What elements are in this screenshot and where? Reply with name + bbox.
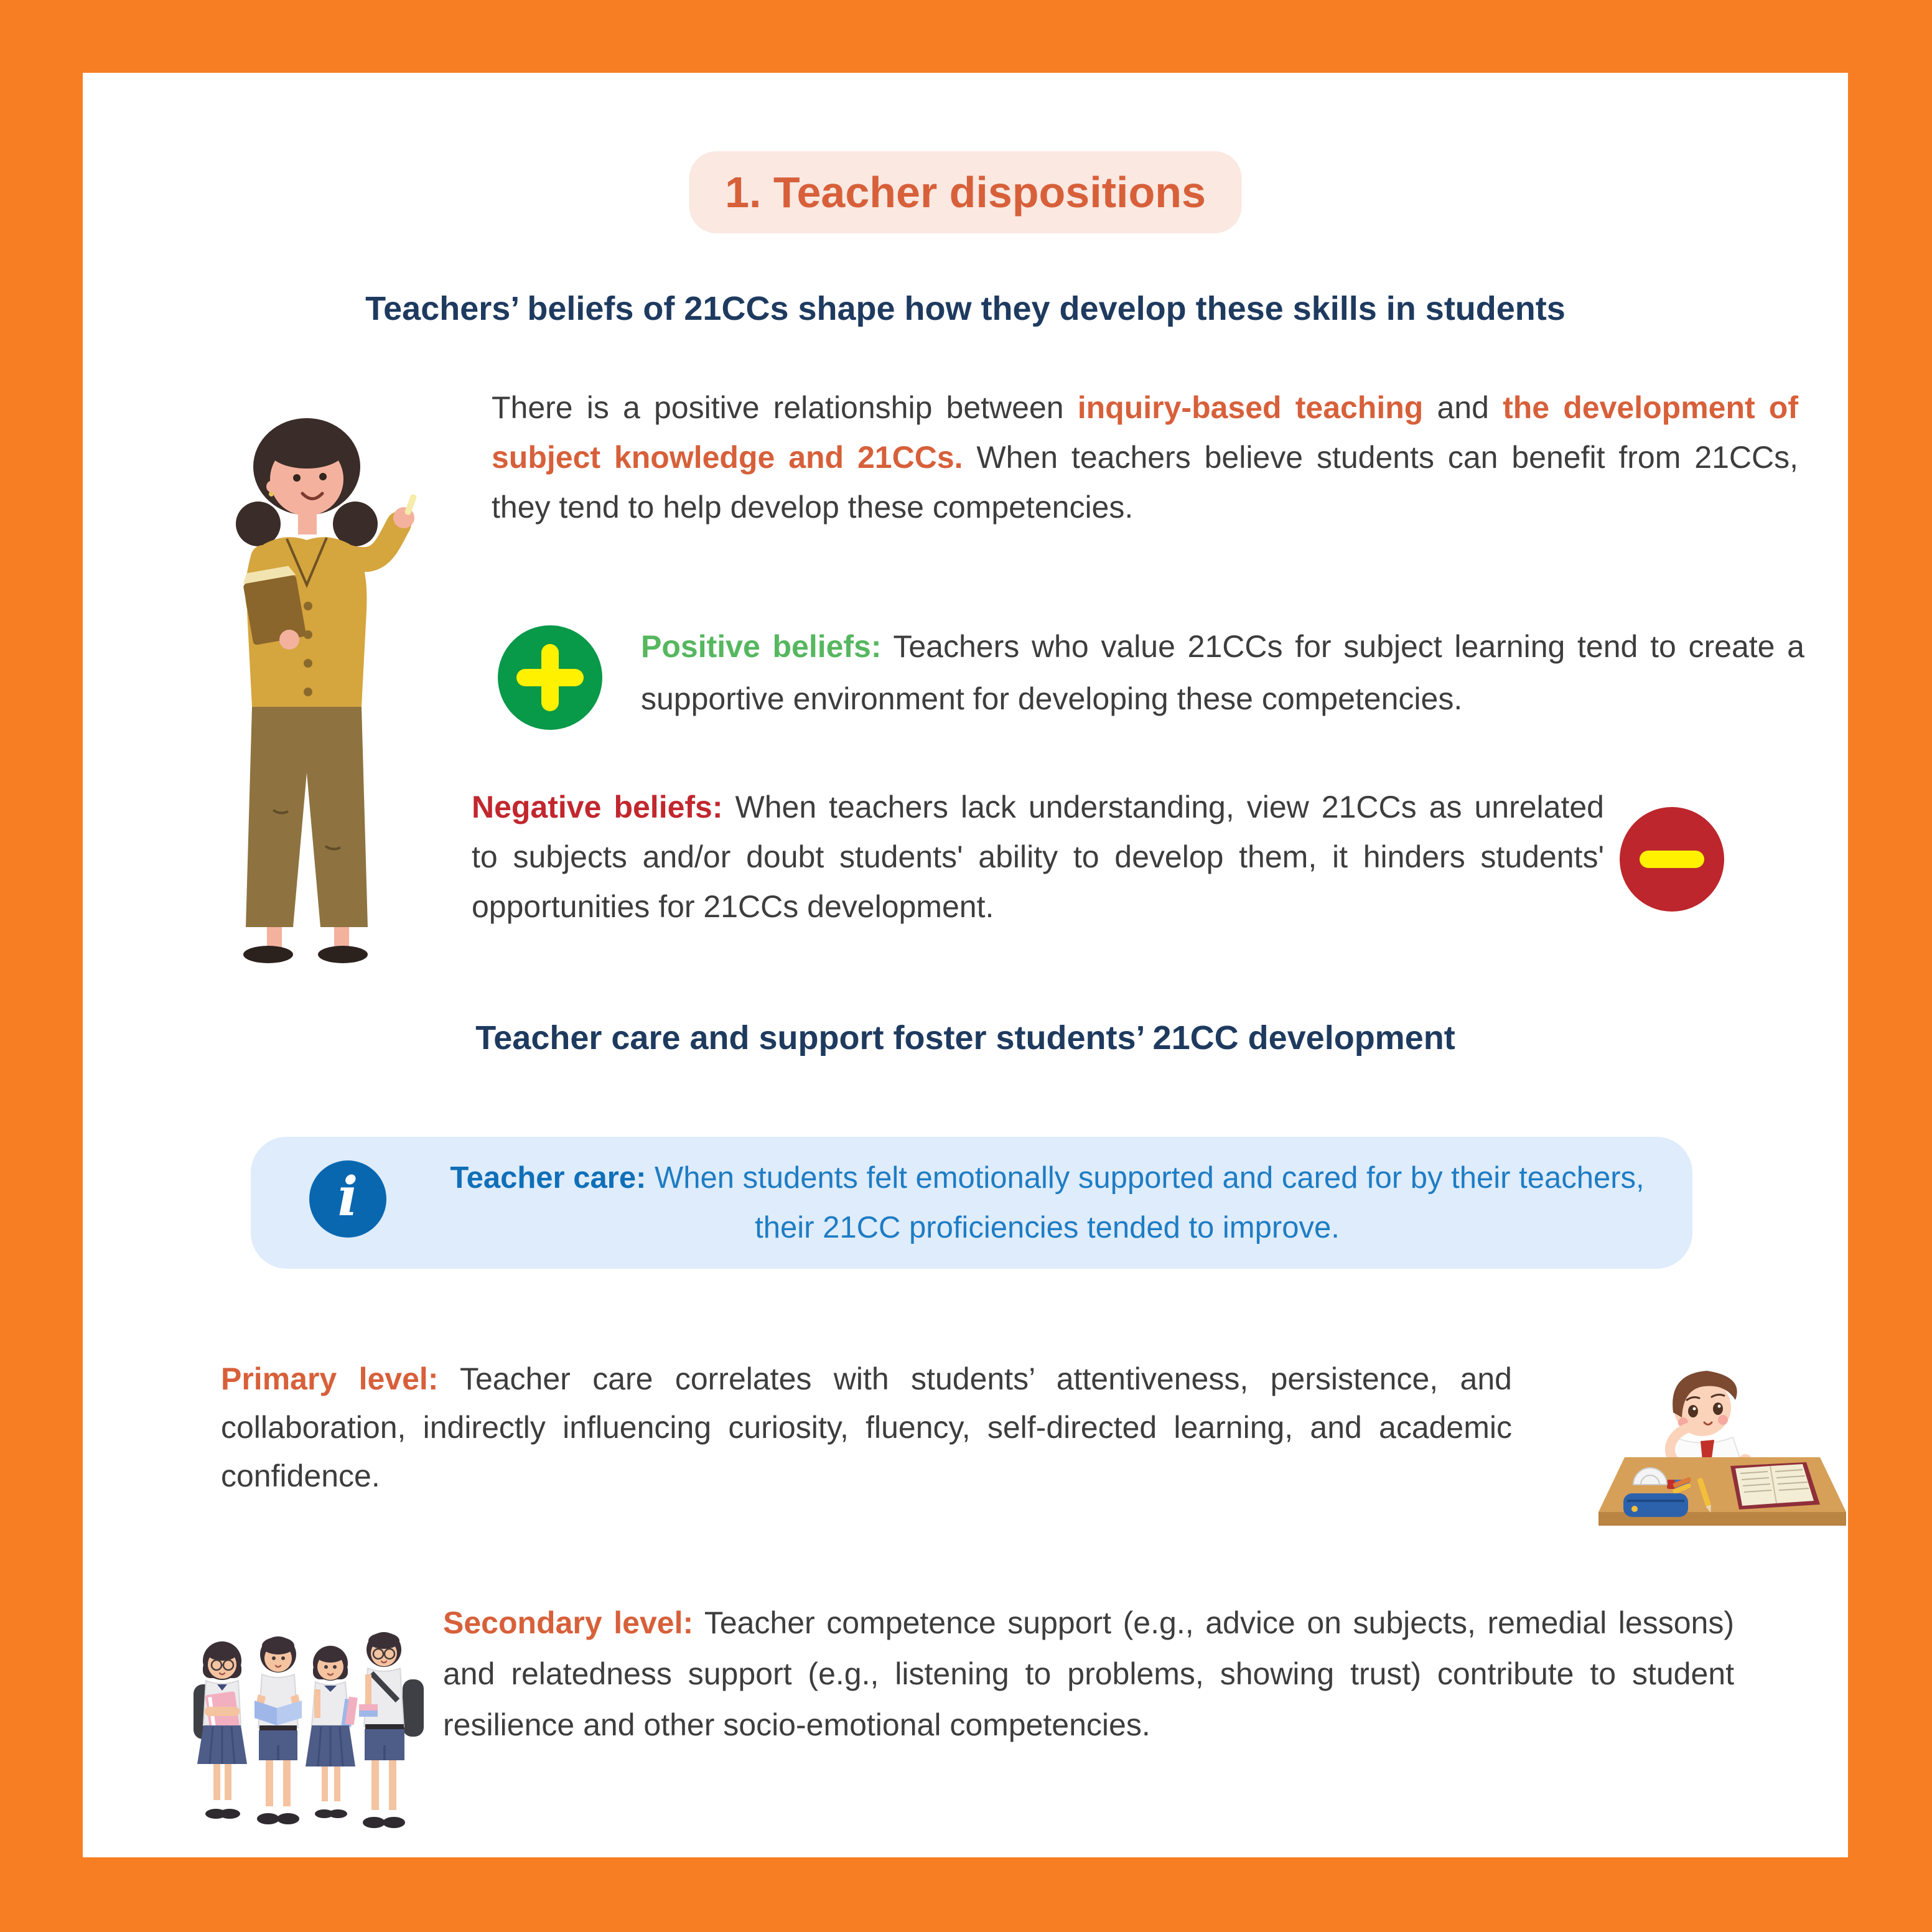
intro-text-2: and xyxy=(1423,390,1503,425)
secondary-level-paragraph xyxy=(443,1597,1734,1750)
teacher-care-infobox xyxy=(251,1137,1692,1269)
info-icon: i xyxy=(309,1160,386,1238)
beliefs-section-heading: Teachers’ beliefs of 21CCs shape how they develop these skills in students xyxy=(365,290,1566,327)
secondary-level-text: Teacher competence support (e.g., advice on subjects, remedial lessons) and relatedness support (e.g., listening to problems, showing trust) contribute to student resilience and other socio-emotional competencies. xyxy=(443,1605,1734,1742)
intro-highlight-development: the development of subject knowledge and 21CCs. xyxy=(492,390,1798,475)
teacher-care-body: When students felt emotionally supported and cared for by their teachers, their 21CC proficiencies tended to improve. xyxy=(646,1161,1645,1244)
intro-paragraph xyxy=(492,383,1798,532)
positive-beliefs-label: Positive beliefs: xyxy=(641,629,882,664)
primary-level-text: Teacher care correlates with students’ attentiveness, persistence, and collaboration, indirectly influencing curiosity, fluency, self-directed learning, and academic confidence. xyxy=(221,1361,1512,1493)
plus-icon xyxy=(498,625,602,730)
positive-beliefs-paragraph xyxy=(641,620,1804,725)
primary-student-illustration xyxy=(1589,1363,1848,1556)
teacher-care-label: Teacher care: xyxy=(450,1161,646,1195)
negative-beliefs-label: Negative beliefs: xyxy=(472,790,723,824)
teacher-care-text xyxy=(437,1153,1657,1253)
secondary-students-illustration xyxy=(184,1579,439,1846)
secondary-level-label: Secondary level: xyxy=(443,1605,694,1640)
minus-icon xyxy=(1620,807,1724,912)
care-section-heading: Teacher care and support foster students’ 21CC development xyxy=(475,1019,1455,1057)
primary-level-paragraph xyxy=(221,1355,1512,1500)
intro-text-3: When teachers believe students can benefit from 21CCs, they tend to help develop these competencies. xyxy=(492,440,1798,525)
negative-beliefs-paragraph xyxy=(472,782,1604,931)
primary-level-label: Primary level: xyxy=(221,1361,439,1396)
intro-text-1: There is a positive relationship between xyxy=(492,390,1078,425)
teacher-illustration xyxy=(182,399,437,997)
intro-highlight-inquiry: inquiry-based teaching xyxy=(1077,390,1424,425)
content-panel xyxy=(83,73,1848,1857)
positive-beliefs-text: Teachers who value 21CCs for subject learning tend to create a supportive environment for developing these competencies. xyxy=(641,629,1804,716)
negative-beliefs-text: When teachers lack understanding, view 21CCs as unrelated to subjects and/or doubt students' ability to develop them, it hinders students' opportunities for 21CCs development. xyxy=(472,790,1604,924)
page-title: 1. Teacher dispositions xyxy=(689,151,1242,233)
